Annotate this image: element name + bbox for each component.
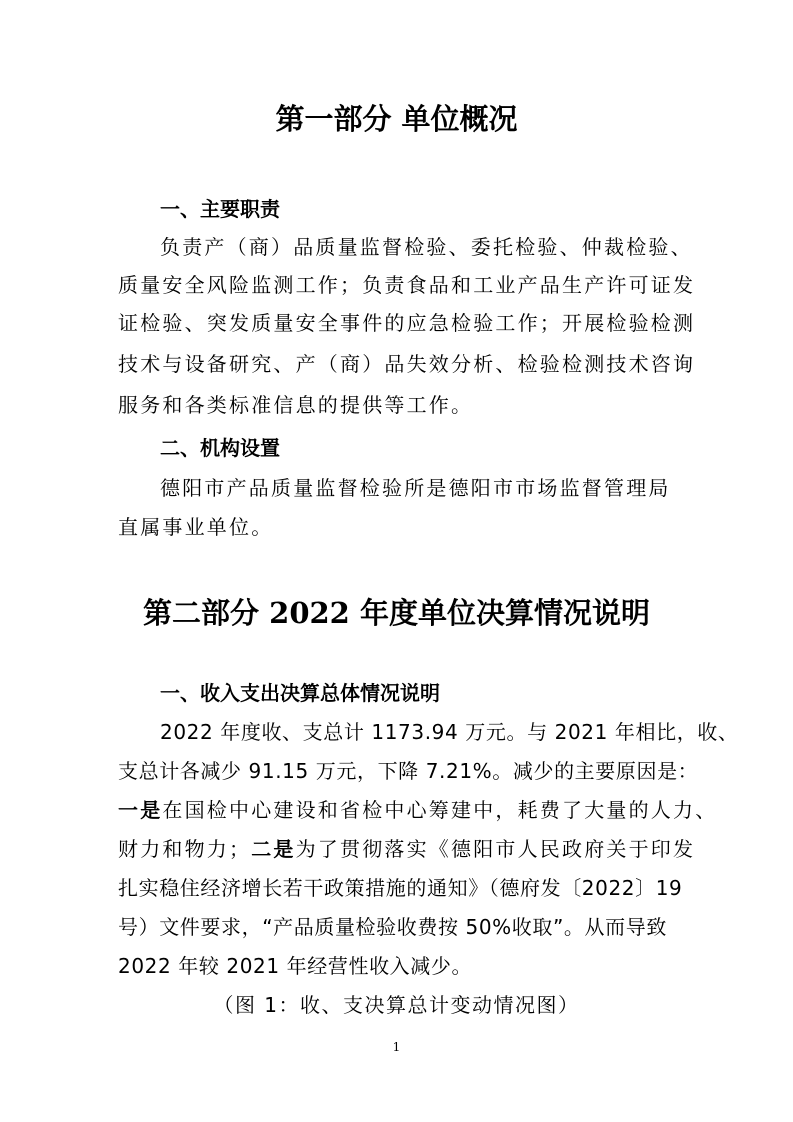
first-reason-marker: 一是 — [118, 798, 163, 822]
part2-title: 第二部分 2022 年度单位决算情况说明 — [143, 596, 650, 630]
summary-line-1: 2022 年度收、支总计 1173.94 万元。与 2021 年相比，收、 — [160, 720, 739, 744]
section-heading-income-expense: 一、收入支出决算总体情况说明 — [160, 681, 440, 705]
summary-line-3 — [118, 796, 718, 824]
first-reason-text: 在国检中心建设和省检中心筹建中，耗费了大量的人力、 — [162, 798, 718, 822]
section-heading-duties: 一、主要职责 — [160, 197, 280, 221]
duties-line-5: 服务和各类标准信息的提供等工作。 — [118, 393, 474, 417]
section-heading-organization: 二、机构设置 — [160, 436, 280, 460]
duties-line-4: 技术与设备研究、产（商）品失效分析、检验检测技术咨询 — [118, 352, 696, 376]
duties-line-1: 负责产（商）品质量监督检验、委托检验、仲裁检验、 — [160, 235, 693, 259]
figure-caption: （图 1：收、支决算总计变动情况图） — [213, 993, 580, 1017]
part1-title: 第一部分 单位概况 — [275, 102, 518, 136]
organization-line-2: 直属事业单位。 — [118, 515, 274, 539]
summary-line-6: 号）文件要求，“产品质量检验收费按 50%收取”。从而导致 — [118, 915, 667, 939]
duties-line-2: 质量安全风险监测工作；负责食品和工业产品生产许可证发 — [118, 273, 696, 297]
organization-line-1: 德阳市产品质量监督检验所是德阳市市场监督管理局 — [160, 476, 671, 500]
summary-line-7: 2022 年较 2021 年经营性收入减少。 — [118, 954, 473, 978]
summary-line-5: 扎实稳住经济增长若干政策措施的通知》（德府发〔2022〕19 — [118, 876, 683, 900]
summary-line-2: 支总计各减少 91.15 万元，下降 7.21%。减少的主要原因是： — [118, 759, 699, 783]
duties-line-3: 证检验、突发质量安全事件的应急检验工作；开展检验检测 — [118, 311, 696, 335]
summary-line-4 — [118, 835, 696, 863]
summary-line-4-pre: 财力和物力； — [118, 837, 252, 861]
page-number: 1 — [392, 1040, 401, 1054]
second-reason-marker: 二是 — [251, 837, 296, 861]
second-reason-text: 为了贯彻落实《德阳市人民政府关于印发 — [295, 837, 696, 861]
